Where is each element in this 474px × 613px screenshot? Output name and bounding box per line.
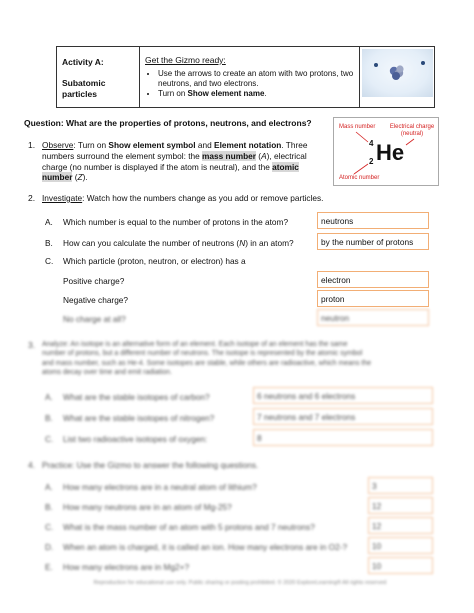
answer-field-3a[interactable]: 6 neutrons and 6 electrons xyxy=(253,387,433,404)
item-3c-letter: C. xyxy=(45,434,54,444)
item-4c-letter: C. xyxy=(45,522,54,532)
activity-bullet: • Use the arrows to create an atom with two protons, two neutrons, and two electrons. xyxy=(158,69,358,89)
item-3a-letter: A. xyxy=(45,392,53,402)
item-4-number: 4. xyxy=(28,460,36,470)
atomic-number: 2 xyxy=(369,157,374,166)
answer-field-4c[interactable]: 12 xyxy=(368,517,433,534)
item-3c-question: List two radioactive isotopes of oxygen: xyxy=(63,434,208,444)
answer-field-4b[interactable]: 12 xyxy=(368,497,433,514)
answer-field-3b[interactable]: 7 neutrons and 7 electrons xyxy=(253,408,433,425)
item-1-text: Observe: Turn on Show element symbol and Element notation. Three numbers surround the element symbol: the mass number (A), electrical charge (no number is displayed if the atom is neutral), and the atomic number (Z). xyxy=(42,140,308,183)
gizmo-ready-heading: Get the Gizmo ready: xyxy=(145,55,226,65)
item-4e-question: How many electrons are in Mg2+? xyxy=(63,562,190,572)
charge-label: Electrical charge (neutral) xyxy=(389,124,435,137)
item-3-text: Analyze: An isotope is an alternative form of an element. Each isotope of an element has the same number of protons, but a different number of neutrons. The isotope is represented by the atomic symbol and mass number, such as He-4. Some isotopes are stable, while others are radioactive, which means the atoms decay over time and emit radiation. xyxy=(42,341,372,377)
no-charge-label: No charge at all? xyxy=(63,314,126,324)
answer-field-negative[interactable]: proton xyxy=(317,290,429,307)
atomic-number-label: Atomic number xyxy=(339,175,380,181)
item-3b-question: What are the stable isotopes of nitrogen? xyxy=(63,413,215,423)
item-4c-question: What is the mass number of an atom with 5 protons and 7 neutrons? xyxy=(63,522,315,532)
element-symbol: He xyxy=(376,140,405,165)
item-4b-question: How many neutrons are in an atom of Mg-25? xyxy=(63,502,232,512)
positive-charge-label: Positive charge? xyxy=(63,276,125,286)
item-4b-letter: B. xyxy=(45,502,53,512)
item-3a-question: What are the stable isotopes of carbon? xyxy=(63,392,210,402)
sub-a-question: Which number is equal to the number of protons in the atom? xyxy=(63,217,289,227)
answer-field-no-charge[interactable]: neutron xyxy=(317,309,429,326)
activity-bullet: • Turn on Show element name. xyxy=(158,89,358,99)
sub-c-letter: C. xyxy=(45,256,54,266)
item-2-text: Investigate: Watch how the numbers change as you add or remove particles. xyxy=(42,193,324,203)
activity-subtitle-line2: particles xyxy=(62,89,97,99)
answer-field-2a[interactable]: neutrons xyxy=(317,212,429,229)
item-4-heading: Practice: Use the Gizmo to answer the following questions. xyxy=(42,460,259,470)
answer-field-4e[interactable]: 10 xyxy=(368,557,433,574)
activity-title: Activity A: xyxy=(62,57,104,67)
item-2-number: 2. xyxy=(28,193,36,203)
answer-field-4a[interactable]: 3 xyxy=(368,477,433,494)
negative-charge-label: Negative charge? xyxy=(63,295,129,305)
item-3-number: 3. xyxy=(28,340,36,350)
answer-field-3c[interactable]: 8 xyxy=(253,429,433,446)
item-4a-letter: A. xyxy=(45,482,53,492)
item-4d-letter: D. xyxy=(45,542,54,552)
answer-field-2b[interactable]: by the number of protons xyxy=(317,233,429,250)
item-4e-letter: E. xyxy=(45,562,53,572)
sub-b-letter: B. xyxy=(45,238,53,248)
question-heading: Question: What are the properties of protons, neutrons, and electrons? xyxy=(24,118,312,128)
answer-field-positive[interactable]: electron xyxy=(317,271,429,288)
sub-b-question: How can you calculate the number of neutrons (N) in an atom? xyxy=(63,238,294,248)
mass-number: 4 xyxy=(369,139,374,148)
item-1-number: 1. xyxy=(28,140,36,150)
activity-subtitle-line1: Subatomic xyxy=(62,78,106,88)
footer-notice: Reproduction for educational use only. Public sharing or posting prohibited. © 2020 ExploreLearning® All rights reserved xyxy=(93,580,387,586)
sub-a-letter: A. xyxy=(45,217,53,227)
item-3b-letter: B. xyxy=(45,413,53,423)
item-4d-question: When an atom is charged, it is called an ion. How many electrons are in O2-? xyxy=(63,542,348,552)
answer-field-4d[interactable]: 10 xyxy=(368,537,433,554)
mass-number-label: Mass number xyxy=(339,124,376,130)
sub-c-question: Which particle (proton, neutron, or electron) has a xyxy=(63,256,246,266)
item-4a-question: How many electrons are in a neutral atom of lithium? xyxy=(63,482,257,492)
